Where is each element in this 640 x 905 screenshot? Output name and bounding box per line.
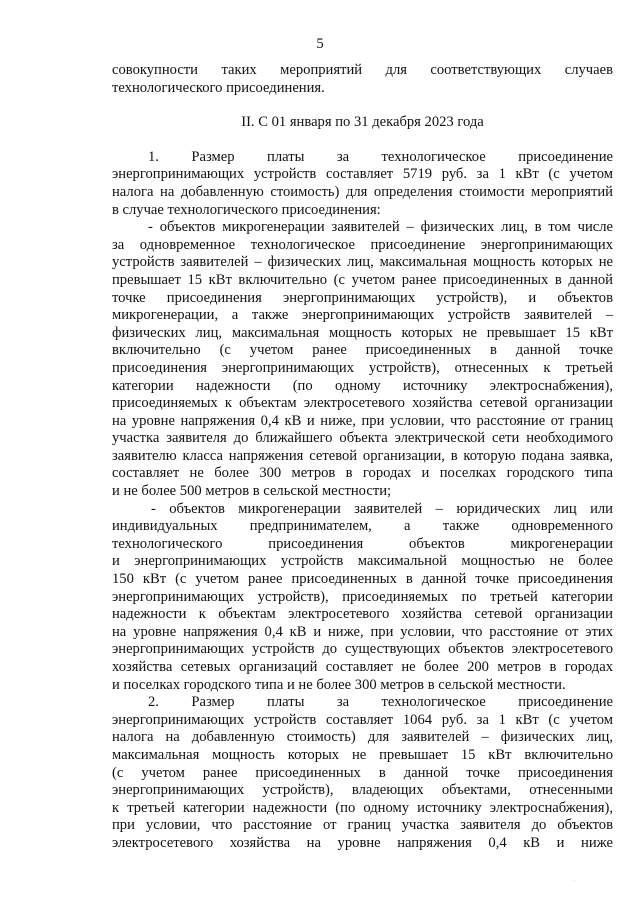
text-line: участка заявителя до ближайшего объекта электрической сети необходимого [112,430,613,447]
text-line: энергопринимающих устройств составляет 5719 руб. за 1 кВт (с учетом [112,166,613,183]
text-line: совокупности таких мероприятий для соответствующих случаев [112,62,613,78]
text-line: включительно (с учетом ранее присоединенных в данной точке [112,342,613,359]
text-line: 2. Размер платы за технологическое присоединение [148,694,613,711]
text-line: за одновременное технологическое присоединение энергопринимающих [112,236,613,253]
text-line: хозяйства сетевых организаций составляет не более 200 метров в городах [112,659,613,675]
text-line: энергопринимающих устройств), присоединяемых по третьей категории [112,588,613,605]
text-line: составляет не более 300 метров в городах и поселках городского типа [112,465,613,482]
text-line: (с учетом ранее присоединенных в данной точке присоединения [112,764,613,781]
text-line: физических лиц, максимальная мощность которых не превышает 15 кВт [112,324,613,341]
text-line: энергопринимающих устройств до существующих объектов электросетевого [112,641,613,658]
text-line: надежности к объектам электросетевого хозяйства сетевой организации [112,606,613,623]
subitem-2-paragraph [112,501,613,695]
text-line: при условии, что расстояние от границ участка заявителя до объектов [112,817,613,834]
text-line: на уровне напряжения 0,4 кВ и ниже, при условии, что расстояние от границ [112,412,613,429]
text-line: 1. Размер платы за технологическое присоединение [148,148,613,165]
text-line: технологического присоединения. [112,79,325,96]
text-line: - объектов микрогенерации заявителей – юридических лиц или [151,500,613,517]
scan-mark: · [573,878,575,884]
text-line: превышает 15 кВт включительно (с учетом ранее присоединенных в данной [112,271,613,288]
text-line: на уровне напряжения 0,4 кВ и ниже, при условии, что расстояние от этих [112,623,613,640]
text-line: заявителю класса напряжения сетевой организации, в которую подана заявка, [112,447,613,464]
text-line: к третьей категории надежности (по одному источнику электроснабжения), [112,799,613,816]
text-line: устройств заявителей – физических лиц, максимальная мощность которых не [112,254,613,271]
intro-paragraph [112,62,613,97]
page-number: 5 [316,36,324,52]
text-line: в случае технологического присоединения: [112,201,381,218]
text-line: и энергопринимающих устройств максимальной мощностью не более [112,553,613,570]
text-line: максимальная мощность которых не превышает 15 кВт включительно [112,746,613,763]
text-line: и не более 500 метров в сельской местности; [112,483,392,500]
subitem-1-paragraph [112,219,613,501]
item-1-paragraph [112,149,613,219]
text-line: - объектов микрогенерации заявителей – физических лиц, в том числе [148,219,613,236]
text-line: технологического присоединения объектов микрогенерации [112,535,613,552]
text-line: электросетевого хозяйства на уровне напряжения 0,4 кВ и ниже [112,834,613,851]
text-line: точке присоединения энергопринимающих устройств), и объектов [112,289,613,306]
text-line: и поселках городского типа и не более 300 метров в сельской местности. [112,676,566,693]
text-line: энергопринимающих устройств), владеющих объектами, отнесенными [112,782,613,799]
section-heading: II. С 01 января по 31 декабря 2023 года [241,114,484,131]
item-2-paragraph [112,694,613,852]
text-line: 150 кВт (с учетом ранее присоединенных в данной точке присоединения [112,571,613,588]
text-line: индивидуальных предпринимателем, а также одновременного [112,518,613,535]
text-line: категории надежности (по одному источнику электроснабжения), [112,377,613,394]
text-line: налога на добавленную стоимость) для заявителей – физических лиц, [112,729,613,746]
text-line: налога на добавленную стоимость) для определения стоимости мероприятий [112,183,613,200]
document-body [112,62,613,853]
text-line: присоединяемых к объектам электросетевого хозяйства сетевой организации [112,395,613,412]
text-line: энергопринимающих устройств составляет 1064 руб. за 1 кВт (с учетом [112,711,613,728]
text-line: микрогенерации, а также энергопринимающих устройств заявителей – [112,307,613,324]
text-line: присоединения энергопринимающих устройств), отнесенных к третьей [112,359,613,376]
